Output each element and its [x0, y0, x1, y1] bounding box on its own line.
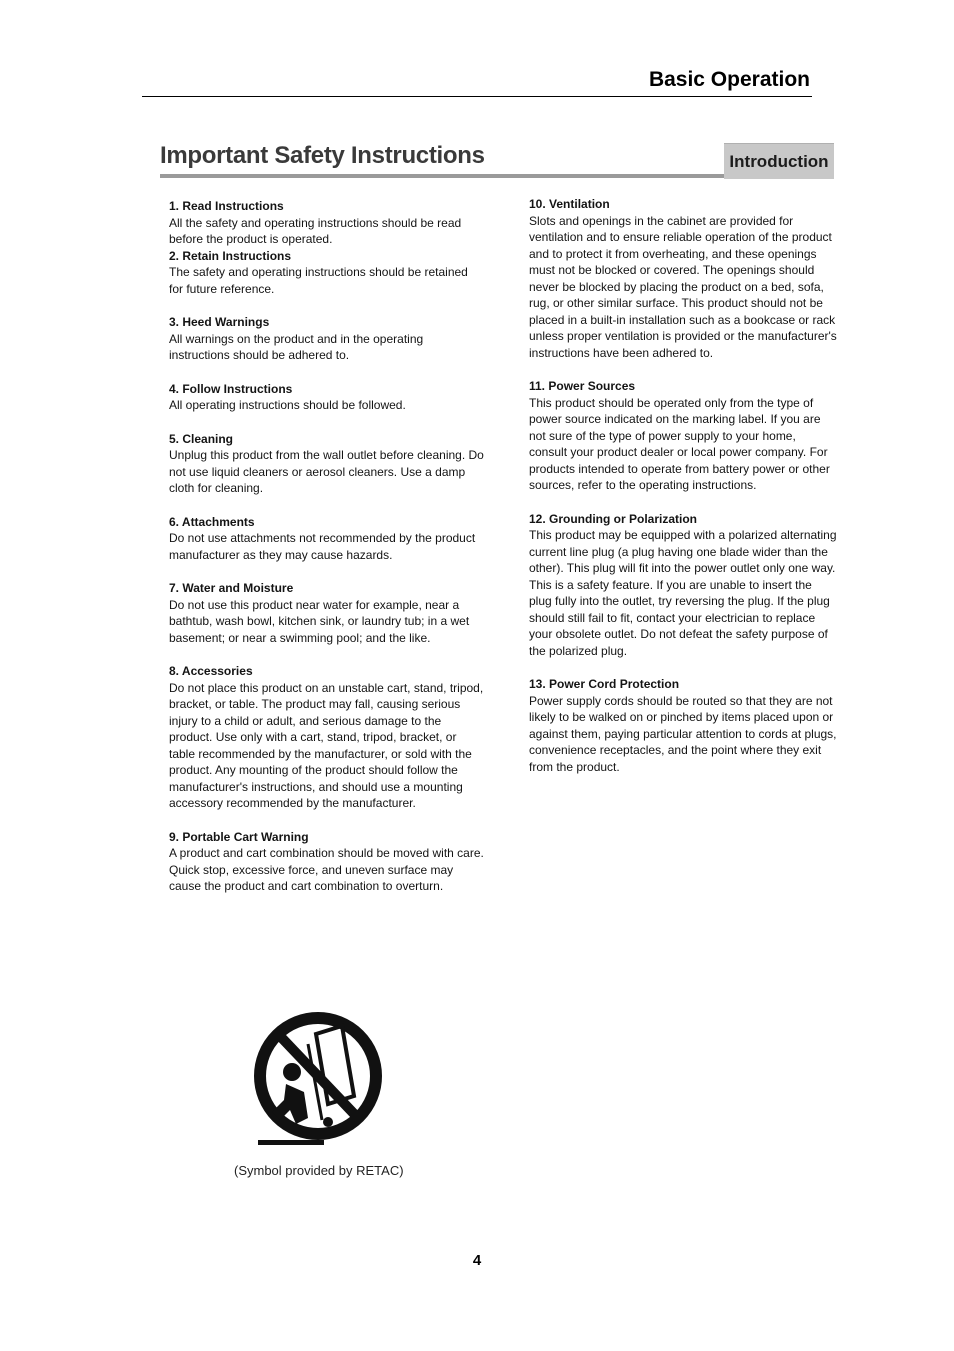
instruction-title: 11. Power Sources — [529, 379, 636, 393]
chapter-tab: Introduction — [724, 143, 834, 179]
instruction-item — [169, 663, 484, 812]
instruction-body: Power supply cords should be routed so that they are not likely to be walked on or pinched by items placed upon or against them, paying particular attention to cords at plugs, convenience receptacles, and the point where they exit from the product. — [529, 693, 837, 774]
instruction-item — [169, 514, 484, 564]
instruction-item — [529, 378, 837, 494]
instruction-title: 7. Water and Moisture — [169, 581, 294, 595]
instruction-title: 4. Follow Instructions — [169, 381, 293, 396]
instruction-title: 9. Portable Cart Warning — [169, 829, 309, 844]
instruction-body: This product may be equipped with a polarized alternating current line plug (a plug having one blade wider than the other). This plug will fit into the power outlet only one way. This is a safety feature. If you are unable to insert the plug fully into the outlet, try reversing the plug. If the plug should still fail to fit, contact your electrician to replace your obsolete outlet. Do not defeat the safety purpose of the polarized plug. — [529, 528, 837, 658]
instruction-title: 5. Cleaning — [169, 431, 234, 446]
instruction-title: 6. Attachments — [169, 514, 255, 529]
instruction-title: 2. Retain Instructions — [169, 248, 292, 263]
instruction-item — [169, 381, 484, 414]
section-name: Basic Operation — [648, 68, 810, 91]
instruction-item — [169, 248, 484, 298]
instruction-body: Do not use this product near water for example, near a bathtub, wash bowl, kitchen sink, or laundry tub; in a wet basement; or near a swimming pool; and the like. — [169, 597, 470, 645]
instruction-item — [169, 829, 484, 895]
instruction-item — [529, 196, 837, 361]
instruction-body: Slots and openings in the cabinet are provided for ventilation and to ensure reliable operation of the product and to protect it from overheating, and these openings must not be blocked or covered. The openings should never be blocked by placing the product on a bed, sofa, rug, or other similar surface. This product should not be placed in a built-in installation such as a bookcase or rack unless proper ventilation is provided or the manufacturer's instructions have been adhered to. — [529, 213, 837, 360]
instruction-title: 8. Accessories — [169, 664, 253, 678]
instruction-item — [529, 511, 837, 660]
instruction-body: Do not use attachments not recommended by the product manufacturer as they may cause hazards. — [169, 531, 476, 562]
instruction-body: All warnings on the product and in the operating instructions should be adhered to. — [169, 331, 424, 362]
instruction-body: All operating instructions should be followed. — [169, 398, 406, 412]
title-bar — [160, 140, 834, 180]
instruction-title: 12. Grounding or Polarization — [529, 511, 698, 526]
instruction-body: Unplug this product from the wall outlet before cleaning. Do not use liquid cleaners or aerosol cleaners. Use a damp cloth for cleaning. — [169, 448, 484, 495]
instruction-body: This product should be operated only from the type of power source indicated on the marking label. If you are not sure of the type of power supply to your home, consult your product dealer or local power company. For products intended to operate from battery power or other sources, refer to the operating instructions. — [529, 395, 830, 492]
instruction-body: Do not place this product on an unstable cart, stand, tripod, bracket, or table. The product may fall, causing serious injury to a child or adult, and serious damage to the product. Use only with a cart, stand, tripod, bracket, or table recommended by the manufacturer, or sold with the product. Any mounting of the product should follow the manufacturer's instructions, and should use a mounting accessory recommended by the manufacturer. — [169, 680, 484, 810]
title-rule — [160, 174, 724, 178]
symbol-caption: (Symbol provided by RETAC) — [234, 1163, 404, 1178]
instruction-title: 13. Power Cord Protection — [529, 677, 680, 691]
instruction-title: 10. Ventilation — [529, 197, 610, 211]
right-column — [529, 196, 837, 792]
instruction-item — [529, 676, 837, 775]
page-title: Important Safety Instructions — [160, 142, 485, 169]
cart-tipover-warning-icon — [250, 1000, 388, 1150]
page-header — [142, 62, 812, 97]
left-column — [169, 198, 484, 912]
instruction-title: 1. Read Instructions — [169, 199, 284, 213]
instruction-title: 3. Heed Warnings — [169, 315, 270, 329]
instruction-body: All the safety and operating instructions should be read before the product is operated. — [169, 215, 462, 246]
instruction-body: The safety and operating instructions should be retained for future reference. — [169, 265, 468, 296]
instruction-body: A product and cart combination should be moved with care. Quick stop, excessive force, and uneven surface may cause the product and cart combination to overturn. — [169, 846, 484, 893]
instruction-item — [169, 431, 484, 497]
instruction-item — [169, 314, 484, 364]
instruction-item — [169, 580, 484, 646]
instruction-item — [169, 198, 484, 248]
page-number: 4 — [472, 1252, 482, 1269]
